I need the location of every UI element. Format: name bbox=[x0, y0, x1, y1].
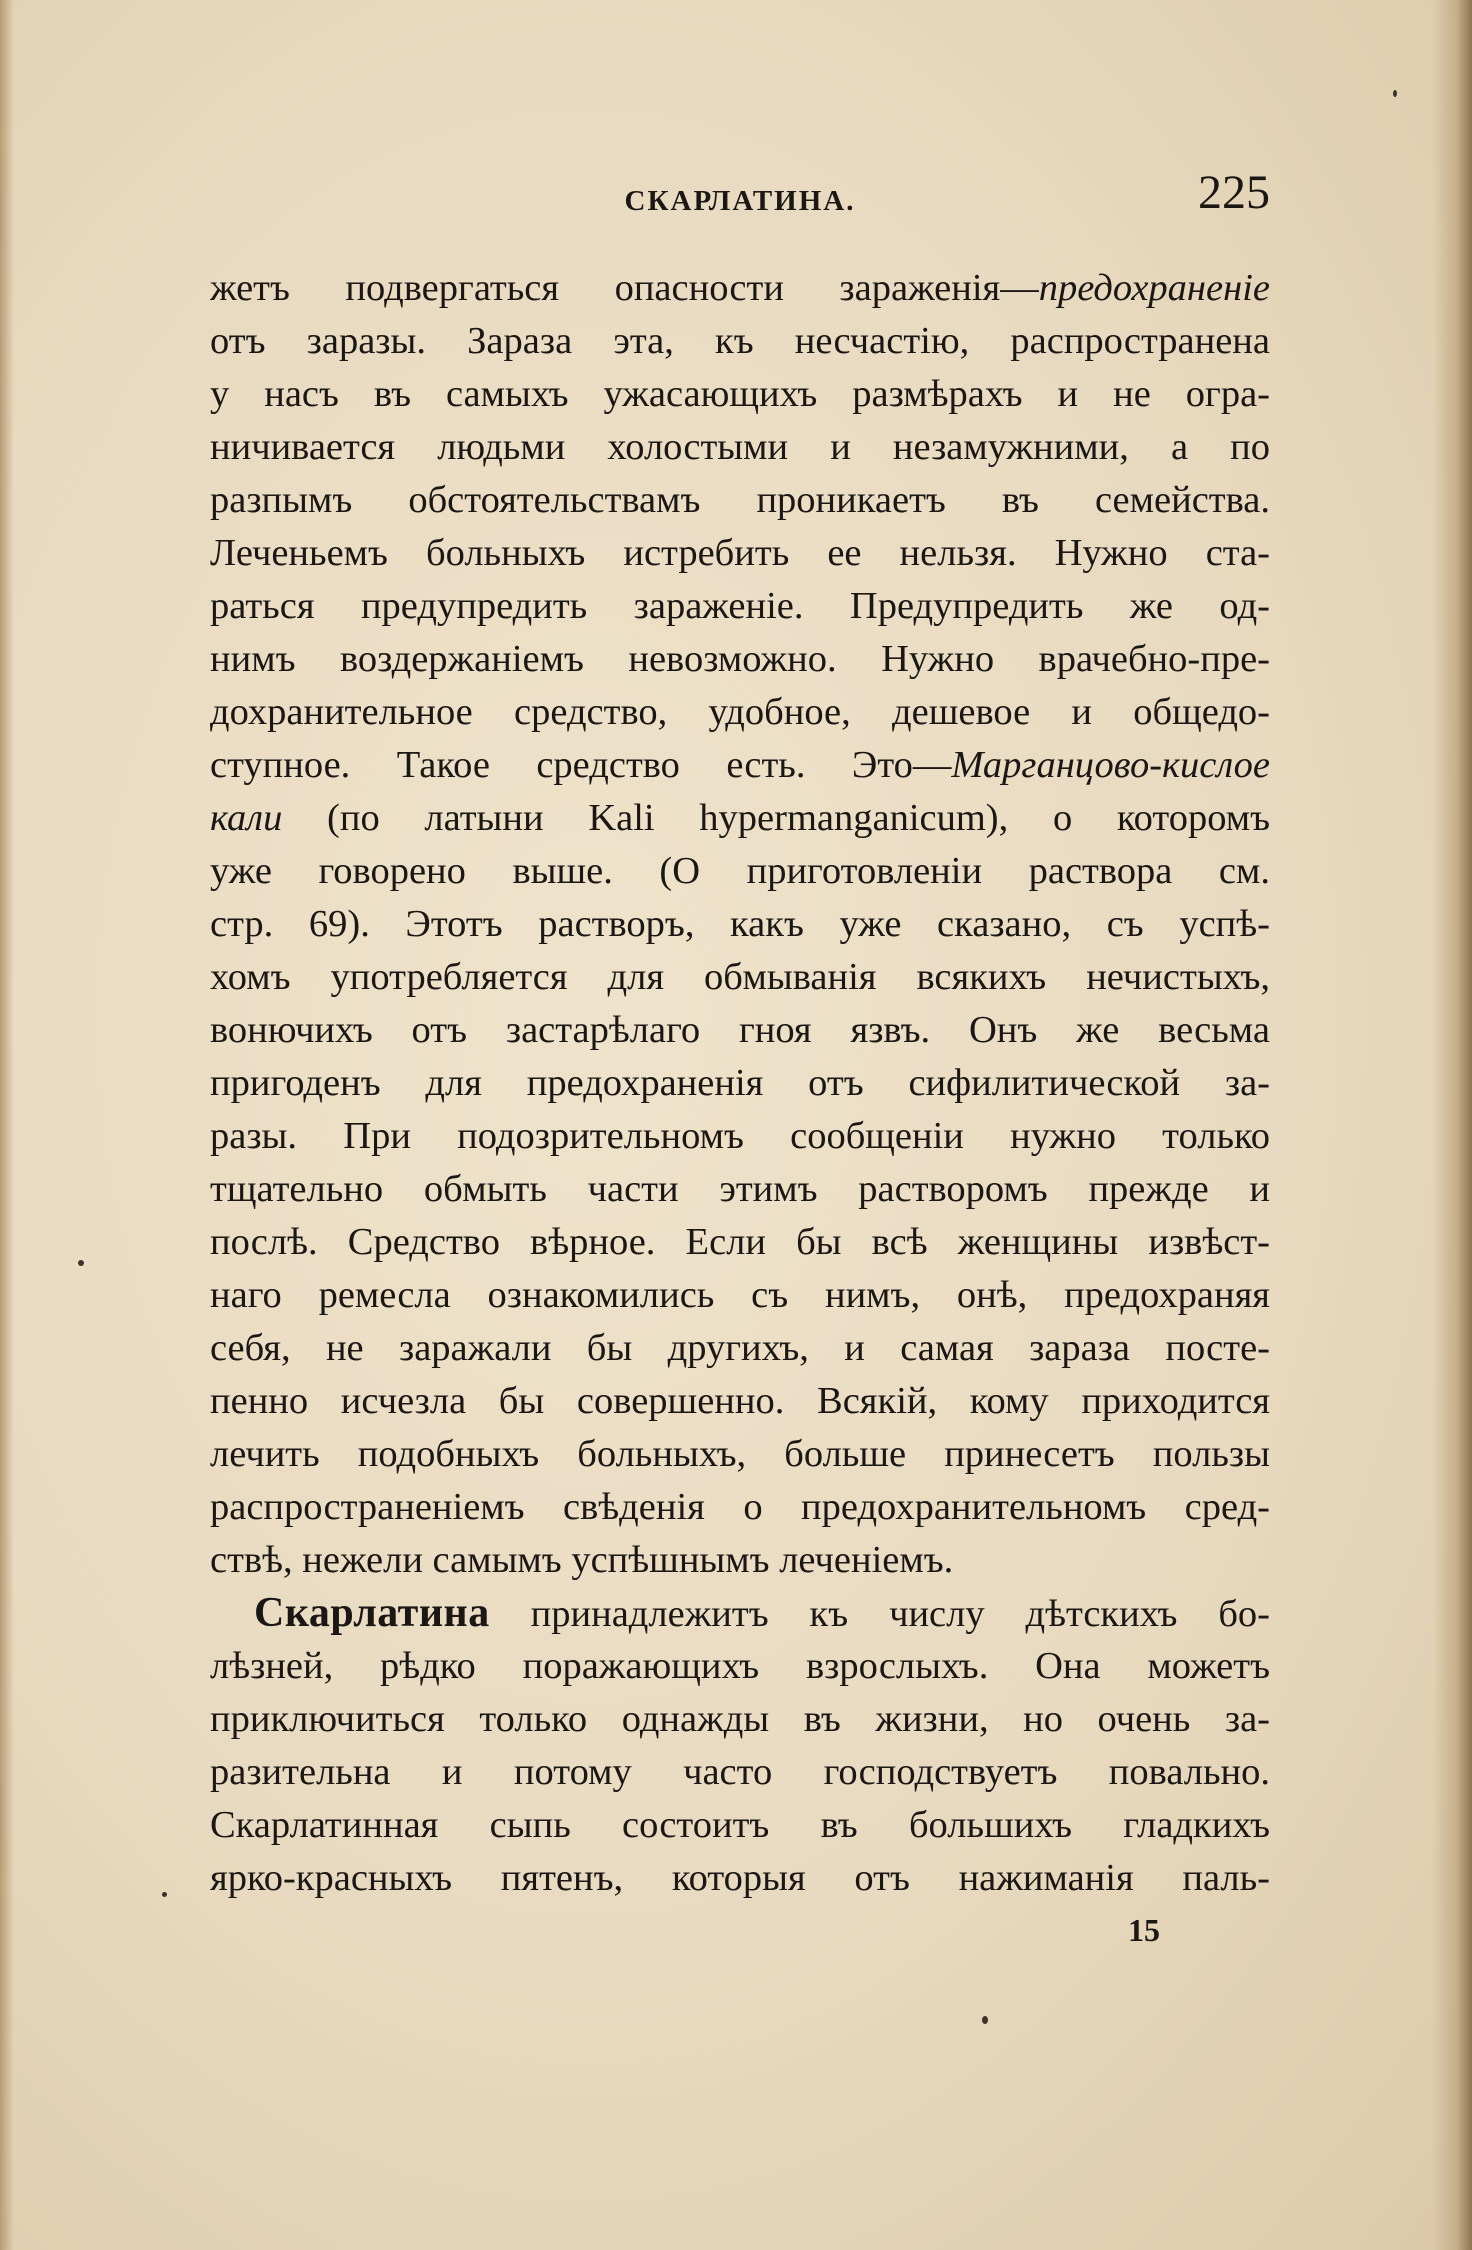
text-line bbox=[210, 1375, 1270, 1428]
text-line-rest: принадлежитъ къ числу дѣтскихъ бо- bbox=[489, 1593, 1270, 1635]
text-run: уже говорено выше. (О приготовленіи раствора см. bbox=[210, 850, 1270, 892]
text-line: приключиться только однажды въ жизни, но очень за- bbox=[210, 1698, 1270, 1740]
page-number: 225 bbox=[1198, 166, 1270, 219]
text-line: Скарлатинная сыпь состоитъ въ большихъ гладкихъ bbox=[210, 1804, 1270, 1846]
text-run: вонючихъ отъ застарѣлаго гноя язвъ. Онъ же весьма bbox=[210, 1009, 1270, 1051]
section-heading: Скарлатина bbox=[254, 1590, 490, 1636]
text-run: стр. 69). Этотъ растворъ, какъ уже сказано, съ успѣ- bbox=[210, 903, 1270, 945]
italic-term: предохраненіе bbox=[1038, 267, 1270, 309]
italic-term: Марганцово-кислое bbox=[951, 744, 1270, 786]
text-line bbox=[210, 474, 1270, 527]
text-line bbox=[210, 1428, 1270, 1481]
body-text bbox=[210, 262, 1270, 1905]
text-line bbox=[210, 315, 1270, 368]
text-line bbox=[210, 1057, 1270, 1110]
text-line bbox=[210, 527, 1270, 580]
ink-speck bbox=[78, 1260, 84, 1266]
ink-speck bbox=[982, 2016, 988, 2024]
text-run: (по латыни Kali hypermanganicum), о которомъ bbox=[282, 797, 1270, 839]
text-line bbox=[210, 1163, 1270, 1216]
text-run: разы. При подозрительномъ сообщеніи нужно только bbox=[210, 1115, 1270, 1157]
ink-speck bbox=[1393, 90, 1397, 97]
text-run: наго ремесла ознакомились съ нимъ, онѣ, предохраняя bbox=[210, 1274, 1270, 1316]
text-line bbox=[210, 368, 1270, 421]
text-run: послѣ. Средство вѣрное. Если бы всѣ женщины извѣст- bbox=[210, 1221, 1270, 1263]
text-line bbox=[210, 1269, 1270, 1322]
text-line bbox=[210, 421, 1270, 474]
text-line bbox=[210, 845, 1270, 898]
text-run: тщательно обмыть части этимъ растворомъ прежде и bbox=[210, 1168, 1270, 1210]
text-line bbox=[210, 1587, 1270, 1640]
text-line bbox=[210, 580, 1270, 633]
text-line bbox=[210, 1004, 1270, 1057]
text-run: жетъ подвергаться опасности зараженія— bbox=[210, 267, 1039, 309]
text-run: Леченьемъ больныхъ истребить ее нельзя. Нужно ста- bbox=[210, 532, 1270, 574]
paragraph-scarlatina bbox=[210, 1587, 1270, 1905]
text-run: ничивается людьми холостыми и незамужними, а по bbox=[210, 426, 1270, 468]
text-run: лечить подобныхъ больныхъ, больше принесетъ пользы bbox=[210, 1433, 1270, 1475]
text-run: хомъ употребляется для обмыванія всякихъ нечистыхъ, bbox=[210, 956, 1270, 998]
text-run: пенно исчезла бы совершенно. Всякій, кому приходится bbox=[210, 1380, 1270, 1422]
text-run: дохранительное средство, удобное, дешевое и общедо- bbox=[210, 691, 1270, 733]
text-run: ступное. Такое средство есть. Это— bbox=[210, 744, 952, 786]
text-run: нимъ воздержаніемъ невозможно. Нужно врачебно-пре- bbox=[210, 638, 1270, 680]
text-run: отъ заразы. Зараза эта, къ несчастію, распространена bbox=[210, 320, 1270, 362]
text-run: себя, не заражали бы другихъ, и самая зараза посте- bbox=[210, 1327, 1270, 1369]
text-line bbox=[210, 1481, 1270, 1534]
text-line bbox=[210, 1216, 1270, 1269]
text-line: разительна и потому часто господствуетъ повально. bbox=[210, 1751, 1270, 1793]
text-line bbox=[210, 739, 1270, 792]
text-line bbox=[210, 262, 1270, 315]
running-title: СКАРЛАТИНА. bbox=[624, 185, 856, 217]
text-line bbox=[210, 792, 1270, 845]
text-line bbox=[210, 1110, 1270, 1163]
page-right-edge-shadow bbox=[1432, 0, 1472, 2250]
text-line: ярко-красныхъ пятенъ, которыя отъ нажиманія паль- bbox=[210, 1857, 1270, 1899]
text-line: лѣзней, рѣдко поражающихъ взрослыхъ. Она можетъ bbox=[210, 1645, 1270, 1687]
running-head bbox=[210, 165, 1270, 235]
paragraph-prevention bbox=[210, 262, 1270, 1587]
text-line bbox=[210, 1534, 1270, 1587]
text-run: у насъ въ самыхъ ужасающихъ размѣрахъ и не огра- bbox=[210, 373, 1270, 415]
page-left-edge-shadow bbox=[0, 0, 14, 2250]
text-line bbox=[210, 898, 1270, 951]
text-run: распространеніемъ свѣденія о предохранительномъ сред- bbox=[210, 1486, 1270, 1528]
text-run: раться предупредить зараженіе. Предупредить же од- bbox=[210, 585, 1270, 627]
text-line bbox=[210, 686, 1270, 739]
text-line bbox=[210, 951, 1270, 1004]
text-run: пригоденъ для предохраненія отъ сифилитической за- bbox=[210, 1062, 1270, 1104]
text-run: ствѣ, нежели самымъ успѣшнымъ леченіемъ. bbox=[210, 1539, 954, 1581]
italic-term: кали bbox=[210, 797, 283, 839]
ink-speck bbox=[162, 1892, 167, 1897]
signature-mark: 15 bbox=[1128, 1912, 1160, 1948]
text-line bbox=[210, 633, 1270, 686]
text-line bbox=[210, 1322, 1270, 1375]
text-run: разпымъ обстоятельствамъ проникаетъ въ семейства. bbox=[210, 479, 1270, 521]
